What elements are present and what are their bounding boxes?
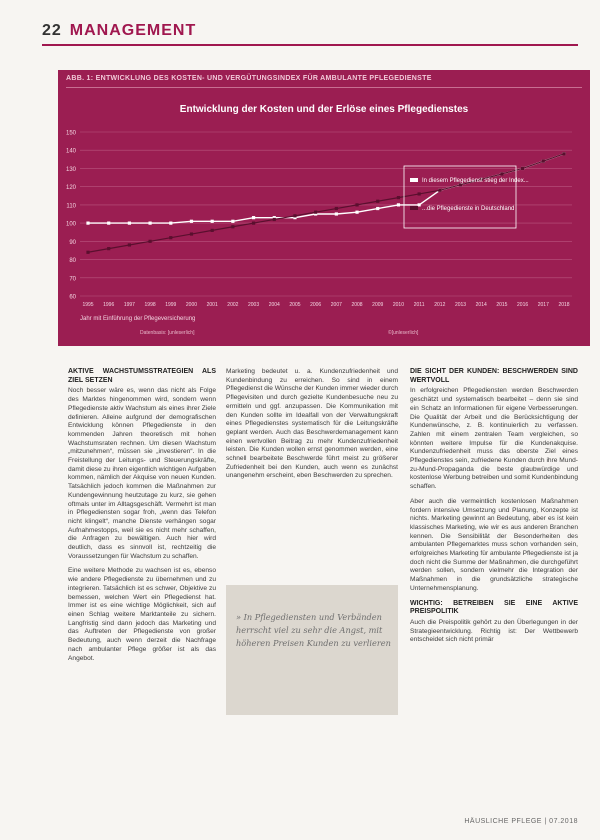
data-point bbox=[376, 207, 379, 210]
paragraph: Aber auch die vermeintlich kostenlosen Maßnahmen fordern intensive Umsetzung und Planung, Konzepte ist nichts. Marketing gewinnt an Bedeutung, aber es ist kein klassisches Marketing, wie wir es aus anderen Branchen kennen. Die Sensibilität der Besonderheiten des ambulanten Pflegemarktes muss schon vorhanden sein, erfolgreiches Marketing für ambulante Pflegedienste ist ja doch nicht die Summe der Maßnahmen, die durchgeführt werden sollen, sondern vielmehr die Integration der Maßnahmen in die grundsätzliche strategische Unternehmensplanung. bbox=[410, 497, 578, 592]
x-tick-label: 2007 bbox=[330, 302, 342, 308]
y-tick-label: 100 bbox=[65, 221, 76, 228]
page-header bbox=[42, 22, 196, 40]
data-point bbox=[190, 232, 193, 235]
y-tick-label: 140 bbox=[65, 148, 76, 155]
data-point bbox=[314, 211, 317, 214]
chart-title: Entwicklung der Kosten und der Erlöse eines Pflegedienstes bbox=[179, 104, 469, 115]
figure-box bbox=[58, 70, 590, 346]
figure-caption: ABB. 1: ENTWICKLUNG DES KOSTEN- UND VERGÜTUNGSINDEX FÜR AMBULANTE PFLEGEDIENSTE bbox=[66, 75, 432, 82]
y-tick-label: 110 bbox=[66, 203, 76, 210]
y-tick-label: 150 bbox=[65, 130, 76, 137]
x-tick-label: 2001 bbox=[206, 302, 218, 308]
section-title: MANAGEMENT bbox=[69, 22, 197, 39]
paragraph: Eine weitere Methode zu wachsen ist es, ebenso wie andere Pflegedienste zu übernehmen und zu integrieren. Tatsächlich ist es schwer, Objektive zu bemessen, welchen Wert ein Pflegedienst hat. Immer ist es eine wichtige Möglichkeit, sich auf einen Schlag weitere Marktanteile zu sichern. Langfristig sind dann jedoch das Marketing und das Auftreten der Pflegedienste von großer Bedeutung, auch wenn derzeit die Nachfrage nach ambulanter Pflege größer ist als das Angebot. bbox=[68, 567, 216, 662]
pull-quote-box bbox=[226, 585, 398, 715]
data-point bbox=[107, 247, 110, 250]
x-tick-label: 1998 bbox=[144, 302, 156, 308]
paragraph: In erfolgreichen Pflegediensten werden Beschwerden geschätzt und systematisch bearbeitet – denn sie sind ein Schatz an Informationen für eigene Verbesserungen. Die Qualität der Arbeit und die Berücksichtigung der Kundenwünsche, z. B. kontinuierlich zu verfassen. Zahlen mit einem zentralen Team vergleichen, so könnten weitere Impulse für die Kundenakquise. Kundenzufriedenheit muss das oberste Ziel eines Pflegedienstes sein, zufriedene Kunden durch ihre Mund-zu-Mund-Propaganda die beste glaubwürdige und kostenlose Werbung betreiben und somit Kundenbindung schaffen. bbox=[410, 387, 578, 491]
data-point bbox=[355, 211, 358, 214]
page-footer: HÄUSLICHE PFLEGE | 07.2018 bbox=[464, 818, 578, 825]
data-point bbox=[273, 218, 276, 221]
data-point bbox=[169, 236, 172, 239]
figure-source-right: ©[unleserlich] bbox=[388, 330, 419, 336]
series-line-pflegedienst bbox=[88, 154, 564, 223]
x-tick-label: 2017 bbox=[537, 302, 549, 308]
article-column-3 bbox=[410, 368, 578, 814]
y-tick-label: 70 bbox=[69, 276, 76, 283]
data-point bbox=[418, 192, 421, 195]
paragraph: Auch die Preispolitik gehört zu den Überlegungen in der Strategieentwicklung. Richtig ist: Der Wettbewerb entscheidet sich nicht primär bbox=[410, 618, 578, 644]
data-point bbox=[148, 240, 151, 243]
x-tick-label: 2000 bbox=[185, 302, 198, 308]
x-tick-label: 2005 bbox=[289, 302, 301, 308]
x-tick-label: 2011 bbox=[413, 302, 425, 308]
legend-label: In diesem Pflegedienst stieg der Index... bbox=[422, 178, 529, 184]
data-point bbox=[231, 220, 234, 223]
x-tick-label: 2016 bbox=[517, 302, 529, 308]
x-tick-label: 2004 bbox=[268, 302, 280, 308]
paragraph: Noch besser wäre es, wenn das nicht als Folge des Marktes hingenommen wird, sondern wenn Pflegedienste aktiv Wachstum als eines ihrer Ziele definieren. Alleine aufgrund der demografischen Entwicklung können Pflegedienste in den kommenden Jahren theoretisch mit hohen Wachstumsraten rechnen. Um diesen Wachstum „mitzunehmen“, müssen sie „investieren“. In die Freistellung der Leitungs- und Steuerungskräfte, damit diese zu ihren eigentlich wichtigen Aufgaben kommen, nämlich der Akquise von neuen Kunden. Tatsächlich jedoch kommen die Maßnahmen zur Kundengewinnung heutzutage zu kurz, sie gehen oftmals unter im Alltagsgeschäft. Vermehrt ist man in Pflegediensten sogar froh, „wenn das Telefon nicht klingelt“, manche Dienste verhängen sogar Aufnahmestopps, weil sie es nicht mehr schaffen, die Anfragen zu bewältigen. Auch hier wird deutlich, dass es sinnvoll ist, rechtzeitig die Voraussetzungen für Wachstum zu schaffen. bbox=[68, 387, 216, 560]
y-tick-label: 90 bbox=[69, 239, 76, 246]
data-point bbox=[521, 167, 524, 170]
y-tick-label: 80 bbox=[69, 258, 76, 265]
data-point bbox=[148, 222, 151, 225]
data-point bbox=[335, 212, 338, 215]
x-tick-label: 2003 bbox=[248, 302, 260, 308]
data-point bbox=[562, 152, 565, 155]
data-point bbox=[128, 222, 131, 225]
x-tick-label: 2006 bbox=[310, 302, 322, 308]
data-point bbox=[86, 251, 89, 254]
figure-source-left: Datenbasis: [unleserlich] bbox=[140, 330, 195, 336]
article-column-1 bbox=[68, 368, 216, 808]
data-point bbox=[128, 243, 131, 246]
data-point bbox=[397, 203, 400, 206]
subheading-complaints: DIE SICHT DER KUNDEN: BESCHWERDEN SIND WERTVOLL bbox=[410, 368, 578, 384]
y-tick-label: 60 bbox=[69, 294, 76, 301]
x-tick-label: 1999 bbox=[165, 302, 177, 308]
subheading-growth: AKTIVE WACHSTUMSSTRATEGIEN ALS ZIEL SETZEN bbox=[68, 368, 216, 384]
data-point bbox=[397, 196, 400, 199]
data-point bbox=[252, 222, 255, 225]
data-point bbox=[211, 220, 214, 223]
subheading-pricing: WICHTIG: BETREIBEN SIE EINE AKTIVE PREISPOLITIK bbox=[410, 599, 578, 616]
data-point bbox=[190, 220, 193, 223]
x-tick-label: 2009 bbox=[372, 302, 384, 308]
data-point bbox=[86, 222, 89, 225]
x-tick-label: 2002 bbox=[227, 302, 239, 308]
x-tick-label: 2018 bbox=[558, 302, 570, 308]
x-tick-label: 2012 bbox=[434, 302, 446, 308]
data-point bbox=[252, 216, 255, 219]
x-tick-label: 1997 bbox=[123, 302, 135, 308]
x-tick-label: 2013 bbox=[454, 302, 467, 308]
data-point bbox=[335, 207, 338, 210]
y-tick-label: 120 bbox=[65, 185, 76, 192]
x-tick-label: 2008 bbox=[351, 302, 363, 308]
paragraph: Marketing bedeutet u. a. Kundenzufriedenheit und Kundenbindung zu erreichen. So sind in einem Pflegedienst die Wünsche der Kunden immer wieder durch Pflegevisiten und durch gezielte Kundenbesuche neu zu ermitteln und ggf. anzupassen. Die Kommunikation mit den Kunden sollte im Idealfall von der Verwaltungskraft eines Pflegedienstes systematisch für die Leitungskräfte geplant werden. Auch das Beschwerdemanagement kann einen wertvollen Beitrag zu mehr Kundenzufriedenheit leisten. Die Kunden wollen ernst genommen werden, eine schnell bearbeitete Beschwerde führt meist zu größerer Zufriedenheit bei den Kunden, auch wenn es zunächst unangenehm erscheint, eben Beschwerden zu sprechen. bbox=[226, 368, 398, 480]
legend-label: ...die Pflegedienste in Deutschland bbox=[422, 206, 515, 212]
data-point bbox=[418, 203, 421, 206]
line-chart bbox=[58, 70, 590, 346]
x-tick-label: 1995 bbox=[82, 302, 94, 308]
data-point bbox=[169, 222, 172, 225]
legend-swatch bbox=[410, 178, 418, 182]
y-tick-label: 130 bbox=[65, 166, 76, 173]
data-point bbox=[500, 172, 503, 175]
page-number: 22 bbox=[42, 22, 62, 39]
x-tick-label: 2014 bbox=[475, 302, 487, 308]
legend-swatch bbox=[410, 206, 418, 210]
data-point bbox=[293, 214, 296, 217]
pull-quote: » In Pflegediensten und Verbänden herrscht viel zu sehr die Angst, mit höheren Preisen Kunden zu verlieren bbox=[236, 612, 391, 648]
data-point bbox=[231, 225, 234, 228]
data-point bbox=[355, 203, 358, 206]
data-point bbox=[438, 189, 441, 192]
article-column-2 bbox=[226, 368, 398, 573]
header-rule bbox=[42, 44, 578, 46]
x-tick-label: 1996 bbox=[103, 302, 115, 308]
data-point bbox=[211, 229, 214, 232]
data-point bbox=[107, 222, 110, 225]
x-tick-label: 2015 bbox=[496, 302, 508, 308]
data-point bbox=[376, 200, 379, 203]
data-point bbox=[542, 160, 545, 163]
x-tick-label: 2010 bbox=[392, 302, 404, 308]
figure-footnote: Jahr mit Einführung der Pflegeversicherung bbox=[80, 316, 196, 322]
